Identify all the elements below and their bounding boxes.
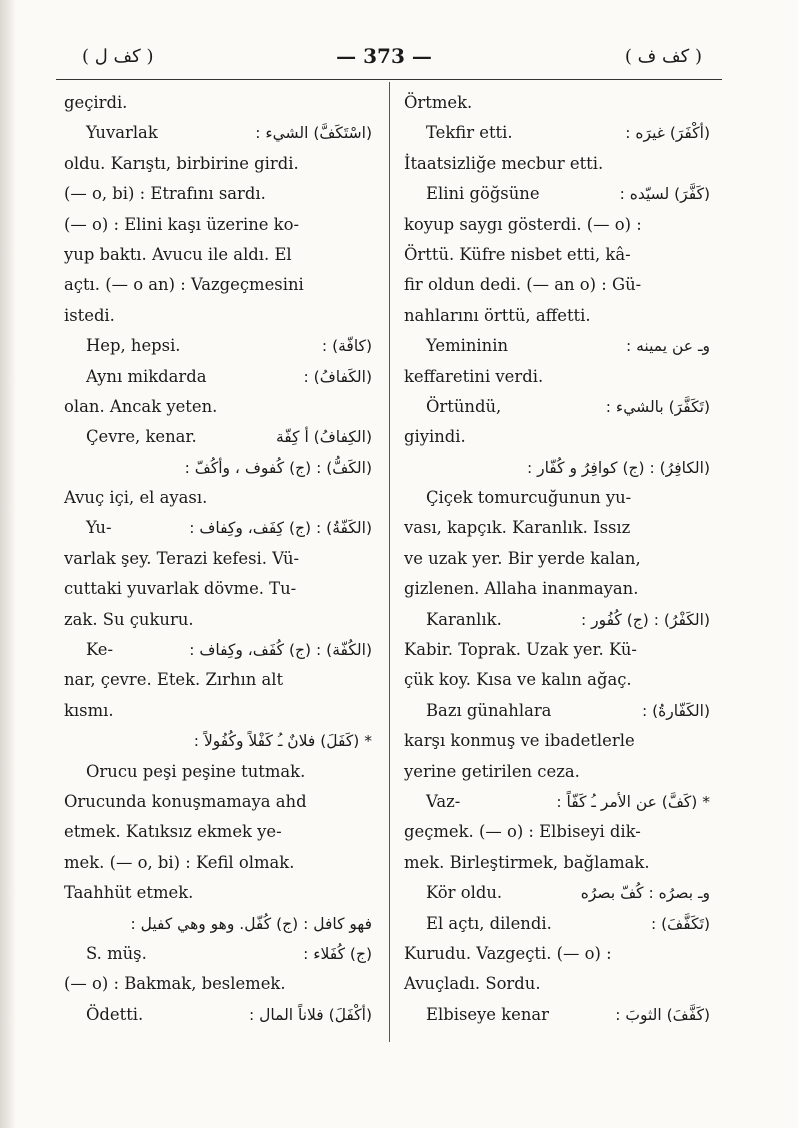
dictionary-line xyxy=(404,605,710,635)
turkish-text: çük koy. Kısa ve kalın ağaç. xyxy=(404,670,632,690)
turkish-text: oldu. Karıştı, birbirine girdi. xyxy=(64,153,299,173)
dictionary-line xyxy=(64,331,372,361)
turkish-text: yup baktı. Avucu ile aldı. El xyxy=(64,244,292,264)
dictionary-line xyxy=(64,179,372,209)
turkish-text: S. müş. xyxy=(86,943,147,963)
dictionary-line xyxy=(404,513,710,543)
arabic-headword: (الكَفّارةُ) : xyxy=(641,701,710,720)
arabic-headword: (أكْفَرَ) غيرَه : xyxy=(625,124,710,143)
arabic-headword: (تَكَفَّرَ) بالشيء : xyxy=(605,397,710,416)
arabic-headword: (الكَفافُ) : xyxy=(303,367,372,386)
header-left-root: ( كف ل ) xyxy=(82,46,154,67)
scan-edge xyxy=(0,0,16,1128)
dictionary-line xyxy=(404,179,710,209)
dictionary-line xyxy=(404,848,710,878)
arabic-headword: (كَفَّرَ) لسيّده : xyxy=(619,185,710,204)
turkish-text: (— o) : Elini kaşı üzerine ko- xyxy=(64,214,299,234)
turkish-text: ve uzak yer. Bir yerde kalan, xyxy=(404,548,641,568)
turkish-text: Bazı günahlara xyxy=(426,700,552,720)
turkish-text: olan. Ancak yeten. xyxy=(64,396,218,416)
turkish-text: geçmek. (— o) : Elbiseyi dik- xyxy=(404,822,641,842)
dictionary-line xyxy=(64,392,372,422)
turkish-text: Avuç içi, el ayası. xyxy=(64,488,208,508)
dictionary-line xyxy=(64,635,372,665)
arabic-headword: (أكْفَلَ) فلاناً المال : xyxy=(248,1005,372,1024)
turkish-text: mek. (— o, bi) : Kefil olmak. xyxy=(64,852,295,872)
dictionary-line xyxy=(404,331,710,361)
arabic-headword: (تَكَفَّفَ) : xyxy=(650,914,710,933)
dictionary-line xyxy=(64,939,372,969)
turkish-text: Çiçek tomurcuğunun yu- xyxy=(426,488,632,508)
dictionary-line xyxy=(404,909,710,939)
turkish-text: etmek. Katıksız ekmek ye- xyxy=(64,822,282,842)
dictionary-line xyxy=(64,757,372,787)
dictionary-line xyxy=(404,787,710,817)
dictionary-line xyxy=(404,696,710,726)
turkish-text: Çevre, kenar. xyxy=(86,427,197,447)
dictionary-line xyxy=(64,422,372,452)
arabic-headword: (الكِفافُ) أ كِفّة xyxy=(275,428,372,447)
arabic-headword: (الكَفْرُ) : (ج) كُفُور : xyxy=(580,610,710,629)
turkish-text: vası, kapçık. Karanlık. Issız xyxy=(404,518,631,538)
turkish-text: Örttü. Küfre nisbet etti, kâ- xyxy=(404,244,631,264)
turkish-text: Ke- xyxy=(86,640,114,660)
dictionary-line xyxy=(404,422,710,452)
turkish-text: Tekfir etti. xyxy=(426,123,513,143)
turkish-text: Elbiseye kenar xyxy=(426,1004,550,1024)
turkish-text: Kurudu. Vazgeçti. (— o) : xyxy=(404,943,612,963)
turkish-text: koyup saygı gösterdi. (— o) : xyxy=(404,214,642,234)
page-header xyxy=(60,40,708,80)
arabic-headword: (ج) كُفَلاء : xyxy=(303,944,372,963)
turkish-text: Orucunda konuşmamaya ahd xyxy=(64,791,307,811)
header-rule xyxy=(56,79,722,80)
turkish-text: nahlarını örttü, affetti. xyxy=(404,305,591,325)
dictionary-line xyxy=(404,665,710,695)
turkish-text: mek. Birleştirmek, bağlamak. xyxy=(404,852,650,872)
dictionary-line xyxy=(404,544,710,574)
turkish-text: açtı. (— o an) : Vazgeçmesini xyxy=(64,275,304,295)
dictionary-line xyxy=(404,149,710,179)
dictionary-line xyxy=(404,878,710,908)
turkish-text: Elini göğsüne xyxy=(426,184,540,204)
turkish-text: Avuçladı. Sordu. xyxy=(404,974,541,994)
dictionary-line xyxy=(64,817,372,847)
turkish-text: Yuvarlak xyxy=(86,123,158,143)
dictionary-line xyxy=(64,787,372,817)
turkish-text: gizlenen. Allaha inanmayan. xyxy=(404,579,639,599)
turkish-text: nar, çevre. Etek. Zırhın alt xyxy=(64,670,284,690)
turkish-text: karşı konmuş ve ibadetlerle xyxy=(404,731,635,751)
dictionary-line xyxy=(404,210,710,240)
dictionary-line xyxy=(64,240,372,270)
dictionary-line xyxy=(404,726,710,756)
dictionary-line xyxy=(404,362,710,392)
turkish-text: Orucu peşi peşine tutmak. xyxy=(86,761,306,781)
dictionary-line xyxy=(64,88,372,118)
turkish-text: Yemininin xyxy=(426,336,509,356)
column-divider xyxy=(389,82,390,1042)
dictionary-line xyxy=(404,392,710,422)
arabic-headword: وـ عن يمينه : xyxy=(625,337,710,356)
dictionary-line xyxy=(64,909,372,939)
arabic-headword: * (كَفَّ) عن الأمر ـُ كَفّاً : xyxy=(556,792,710,811)
dictionary-line xyxy=(404,817,710,847)
dictionary-line xyxy=(64,210,372,240)
dictionary-line xyxy=(64,362,372,392)
arabic-headword: (كَفَّفَ) الثوبَ : xyxy=(615,1005,710,1024)
turkish-text: giyindi. xyxy=(404,427,466,447)
dictionary-line xyxy=(404,453,710,483)
dictionary-line xyxy=(64,483,372,513)
turkish-text: Örtündü, xyxy=(426,396,502,416)
arabic-headword: (الكُفّة) : (ج) كُفَف، وكِفاف : xyxy=(189,641,372,660)
dictionary-line xyxy=(404,301,710,331)
dictionary-line xyxy=(64,1000,372,1030)
arabic-headword: فهو كافل : (ج) كُفّل. وهو وهي كفيل : xyxy=(130,914,372,933)
turkish-text: Karanlık. xyxy=(426,609,502,629)
turkish-text: varlak şey. Terazi kefesi. Vü- xyxy=(64,548,300,568)
dictionary-line xyxy=(404,240,710,270)
turkish-text: zak. Su çukuru. xyxy=(64,609,194,629)
turkish-text: Vaz- xyxy=(426,791,461,811)
dictionary-line xyxy=(64,726,372,756)
dictionary-line xyxy=(64,665,372,695)
dictionary-line xyxy=(64,270,372,300)
dictionary-line xyxy=(64,301,372,331)
header-right-root: ( كف ف ) xyxy=(624,46,702,67)
turkish-text: Kabir. Toprak. Uzak yer. Kü- xyxy=(404,640,637,660)
arabic-headword: * (كَفَلَ) فلانٌ ـُ كَفْلاً وكُفُولاً : xyxy=(193,732,372,751)
dictionary-line xyxy=(404,757,710,787)
arabic-headword: (كافّة) : xyxy=(321,337,372,356)
dictionary-line xyxy=(64,574,372,604)
turkish-text: kısmı. xyxy=(64,700,114,720)
dictionary-line xyxy=(64,118,372,148)
dictionary-line xyxy=(64,149,372,179)
turkish-text: (— o) : Bakmak, beslemek. xyxy=(64,974,286,994)
dictionary-line xyxy=(404,574,710,604)
dictionary-line xyxy=(64,513,372,543)
dictionary-line xyxy=(64,848,372,878)
arabic-headword: (الكَفّةُ) : (ج) كِفَف، وكِفاف : xyxy=(189,519,372,538)
arabic-headword: (الكَفُّ) : (ج) كُفوف ، وأكُفّ : xyxy=(184,458,372,477)
turkish-text: fir oldun dedi. (— an o) : Gü- xyxy=(404,275,642,295)
dictionary-line xyxy=(404,1000,710,1030)
turkish-text: İtaatsizliğe mecbur etti. xyxy=(404,153,604,173)
turkish-text: (— o, bi) : Etrafını sardı. xyxy=(64,184,266,204)
turkish-text: Ödetti. xyxy=(86,1004,144,1024)
dictionary-line xyxy=(404,118,710,148)
dictionary-line xyxy=(64,696,372,726)
right-column xyxy=(404,88,710,1030)
turkish-text: keffaretini verdi. xyxy=(404,366,544,386)
turkish-text: Yu- xyxy=(86,518,112,538)
dictionary-line xyxy=(404,270,710,300)
dictionary-line xyxy=(64,453,372,483)
dictionary-line xyxy=(64,878,372,908)
left-column xyxy=(64,88,372,1030)
dictionary-line xyxy=(64,969,372,999)
turkish-text: Örtmek. xyxy=(404,93,473,112)
dictionary-line xyxy=(404,483,710,513)
dictionary-line xyxy=(404,939,710,969)
turkish-text: yerine getirilen ceza. xyxy=(404,761,580,781)
page-number: — 373 — xyxy=(336,44,432,68)
turkish-text: Kör oldu. xyxy=(426,883,503,903)
turkish-text: Taahhüt etmek. xyxy=(64,883,194,903)
dictionary-line xyxy=(404,88,710,118)
turkish-text: Aynı mikdarda xyxy=(86,366,207,386)
dictionary-line xyxy=(64,544,372,574)
turkish-text: El açtı, dilendi. xyxy=(426,913,552,933)
dictionary-line xyxy=(64,605,372,635)
arabic-headword: وـ بصرُه : كُفّ بصرُه xyxy=(580,884,710,903)
arabic-headword: (الكافِرُ) : (ج) كوافِرُ و كُفّار : xyxy=(526,458,710,477)
turkish-text: geçirdi. xyxy=(64,93,128,112)
turkish-text: cuttaki yuvarlak dövme. Tu- xyxy=(64,579,297,599)
dictionary-line xyxy=(404,635,710,665)
arabic-headword: (اسْتَكَفَّ) الشيء : xyxy=(255,124,372,143)
dictionary-line xyxy=(404,969,710,999)
turkish-text: istedi. xyxy=(64,305,115,325)
turkish-text: Hep, hepsi. xyxy=(86,336,181,356)
